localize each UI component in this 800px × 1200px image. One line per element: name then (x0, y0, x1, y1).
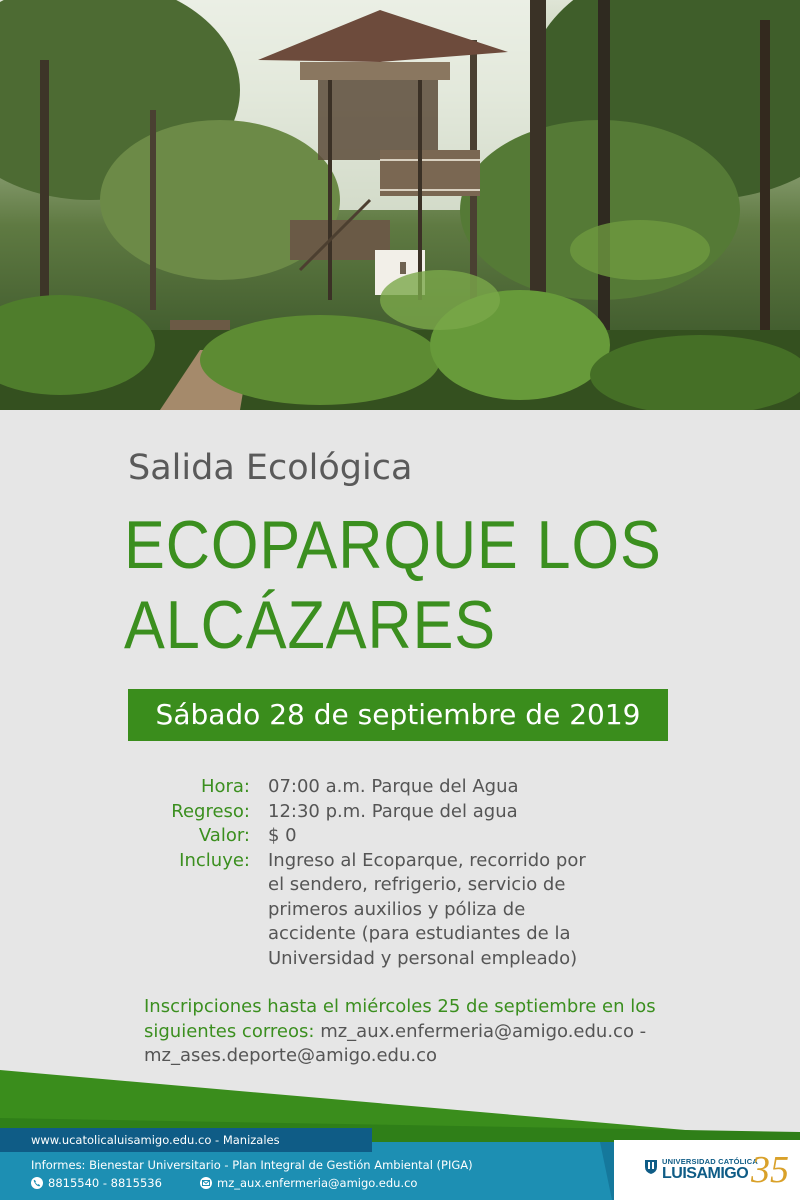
detail-row-hora (0, 775, 800, 800)
email-icon (200, 1177, 212, 1189)
detail-label: Incluye: (179, 849, 250, 871)
university-logo (614, 1140, 800, 1200)
inscriptions-lead: Inscripciones hasta el miércoles 25 de septiembre en los siguientes correos: (144, 996, 656, 1042)
inscriptions-note (144, 995, 664, 1069)
detail-label: Hora: (200, 776, 250, 797)
logo-university-text: UNIVERSIDAD CATÓLICA (662, 1157, 758, 1166)
event-details (0, 775, 800, 971)
detail-value: Ingreso al Ecoparque, recorrido por el sendero, refrigerio, servicio de primeros auxilios y póliza de accidente (para estudiantes de la Universidad y personal empleado) (268, 849, 586, 969)
informes-text: Informes: Bienestar Universitario - Plan Integral de Gestión Ambiental (PIGA) (31, 1158, 473, 1172)
shield-icon (644, 1159, 658, 1175)
website-bar[interactable] (0, 1128, 372, 1152)
forest-illustration (0, 0, 800, 410)
logo-name-text: LUISAMIGO (662, 1165, 749, 1182)
event-subtitle: Salida Ecológica (128, 448, 413, 488)
logo-anniversary: 35 (751, 1149, 789, 1191)
detail-row-incluye (0, 849, 800, 972)
detail-value: 12:30 p.m. Parque del agua (268, 800, 518, 822)
phone-numbers: 8815540 - 8815536 (48, 1176, 162, 1190)
phone-icon (31, 1177, 43, 1189)
detail-value: 07:00 a.m. Parque del Agua (268, 776, 519, 797)
website-text[interactable]: www.ucatolicaluisamigo.edu.co - Manizales (31, 1133, 280, 1147)
detail-row-regreso (0, 800, 800, 825)
event-date-banner: Sábado 28 de septiembre de 2019 (128, 689, 668, 741)
detail-value: $ 0 (268, 825, 297, 846)
detail-label: Regreso: (171, 800, 250, 822)
hero-photo-ecopark-tower (0, 0, 800, 410)
detail-row-valor (0, 824, 800, 849)
event-title: ECOPARQUE LOS ALCÁZARES (124, 507, 662, 663)
email-contact (200, 1176, 417, 1190)
inscriptions-emails[interactable]: mz_aux.enfermeria@amigo.edu.co - mz_ases.deporte@amigo.edu.co (144, 1020, 647, 1066)
phone-contact (31, 1176, 162, 1190)
email-address[interactable]: mz_aux.enfermeria@amigo.edu.co (217, 1176, 418, 1190)
detail-label: Valor: (198, 825, 250, 846)
